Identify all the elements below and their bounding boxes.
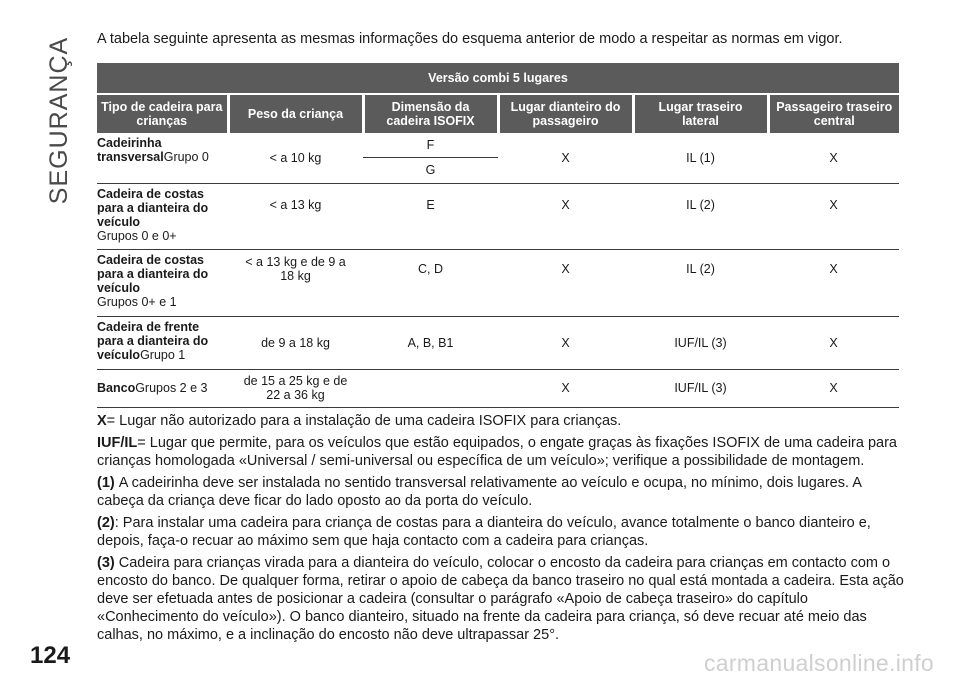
table-row [97,369,899,407]
note-3 [97,554,909,644]
cell-dimensao: A, B, B1 [363,316,498,369]
table-group-header-row [97,63,899,94]
cell-peso: < a 10 kg [228,133,363,183]
note-text: : Para instalar uma cadeira para criança de costas para a dianteira do veículo, avance totalmente o banco dianteiro e, depois, faça-o recuar ao máximo sem que haja contacto com a cadeira para crianças. [97,515,871,549]
intro-text: A tabela seguinte apresenta as mesmas informações do esquema anterior de modo a respeitar as normas em vigor. [97,31,843,47]
cell-central: X [768,133,899,183]
cell-central: X [768,316,899,369]
header-dimensao: Dimensão da cadeira ISOFIX [363,94,498,133]
table-group-header: Versão combi 5 lugares [97,63,899,94]
note-iuf-il [97,434,909,470]
cell-dianteiro: X [498,249,633,316]
header-tipo: Tipo de cadeira para crianças [97,94,228,133]
tipo-rest: Grupos 0+ e 1 [97,294,177,309]
note-text: A cadeirinha deve ser instalada no sentido transversal relativamente ao veículo e ocupa, no mínimo, dois lugares. A cabeça da criança deve ficar do lado oposto ao da porta do veículo. [97,475,862,509]
cell-dianteiro: X [498,369,633,407]
cell-dimensao: E [363,183,498,249]
dimension-split [365,138,496,177]
note-text: Cadeira para crianças virada para a dianteira do veículo, colocar o encosto da cadeira para crianças em contacto com o encosto do banco. De qualquer forma, retirar o apoio de cabeça da banco traseiro no qual está montada a cadeira. Esta ação deve ser efetuada antes de posicionar a cadeira (consultar o parágrafo «Apoio de cabeça traseiro» do capítulo «Conhecimento do veículo»). O banco dianteiro, situado na frente da cadeira para criança, só deve recuar até meio das calhas, no máximo, e a inclinação do encosto não deve ultrapassar 25°. [97,555,904,643]
note-key: IUF/IL [97,435,138,451]
tipo-rest: Grupo 0 [163,150,209,164]
tipo-rest: Grupo 1 [140,347,186,362]
table-row [97,249,899,316]
cell-dianteiro: X [498,133,633,183]
table-row [97,316,899,369]
header-dianteiro: Lugar dianteiro do passageiro [498,94,633,133]
tipo-bold: Cadeira de frente para a dianteira do veículo [97,319,209,362]
cell-lateral: IUF/IL (3) [633,369,768,407]
cell-tipo [97,316,228,369]
cell-peso: de 9 a 18 kg [228,316,363,369]
tipo-rest: Grupos 0 e 0+ [97,228,177,243]
isofix-table [97,63,899,408]
cell-dianteiro: X [498,183,633,249]
cell-tipo [97,133,228,183]
note-1 [97,474,909,510]
cell-tipo [97,249,228,316]
table-row [97,183,899,249]
cell-peso: < a 13 kg [228,183,363,249]
note-x [97,412,909,430]
tipo-bold: Cadeirinha transversal [97,136,164,164]
note-text: = Lugar que permite, para os veículos que estão equipados, o engate graças às fixações ISOFIX de uma cadeira para crianças homologada «Universal / semi-universal ou específica de um veículo»; verifique a possibilidade de montagem. [97,435,897,469]
section-label-text: SEGURANÇA [45,36,74,204]
cell-central: X [768,183,899,249]
cell-dianteiro: X [498,316,633,369]
tipo-bold: Cadeira de costas para a dianteira do veículo [97,252,209,295]
cell-dimensao [363,369,498,407]
note-key: (2) [97,515,115,531]
tipo-bold: Cadeira de costas para a dianteira do veículo [97,186,209,229]
cell-tipo [97,183,228,249]
cell-dimensao: C, D [363,249,498,316]
note-text: = Lugar não autorizado para a instalação de uma cadeira ISOFIX para crianças. [106,413,622,429]
cell-lateral: IL (1) [633,133,768,183]
cell-tipo [97,369,228,407]
cell-central: X [768,369,899,407]
cell-lateral: IL (2) [633,249,768,316]
notes-section [97,412,909,648]
table-header-row [97,94,899,133]
cell-central: X [768,249,899,316]
cell-dimensao [363,133,498,183]
header-peso: Peso da criança [228,94,363,133]
note-key: X [97,413,107,429]
cell-peso: de 15 a 25 kg e de 22 a 36 kg [228,369,363,407]
note-key: (3) [97,555,115,571]
cell-lateral: IL (2) [633,183,768,249]
header-lateral: Lugar traseiro lateral [633,94,768,133]
note-key: (1) [97,475,115,491]
header-central: Passageiro traseiro central [768,94,899,133]
note-2 [97,514,909,550]
cell-peso: < a 13 kg e de 9 a 18 kg [228,249,363,316]
dimension-f: F [426,138,435,153]
dimension-g: G [425,163,436,178]
page-number: 124 [30,642,71,669]
cell-lateral: IUF/IL (3) [633,316,768,369]
tipo-bold: Banco [97,381,136,395]
section-label [30,30,90,210]
table-row [97,133,899,183]
watermark-text: carmanualsonline.info [703,650,934,676]
tipo-rest: Grupos 2 e 3 [135,381,208,395]
